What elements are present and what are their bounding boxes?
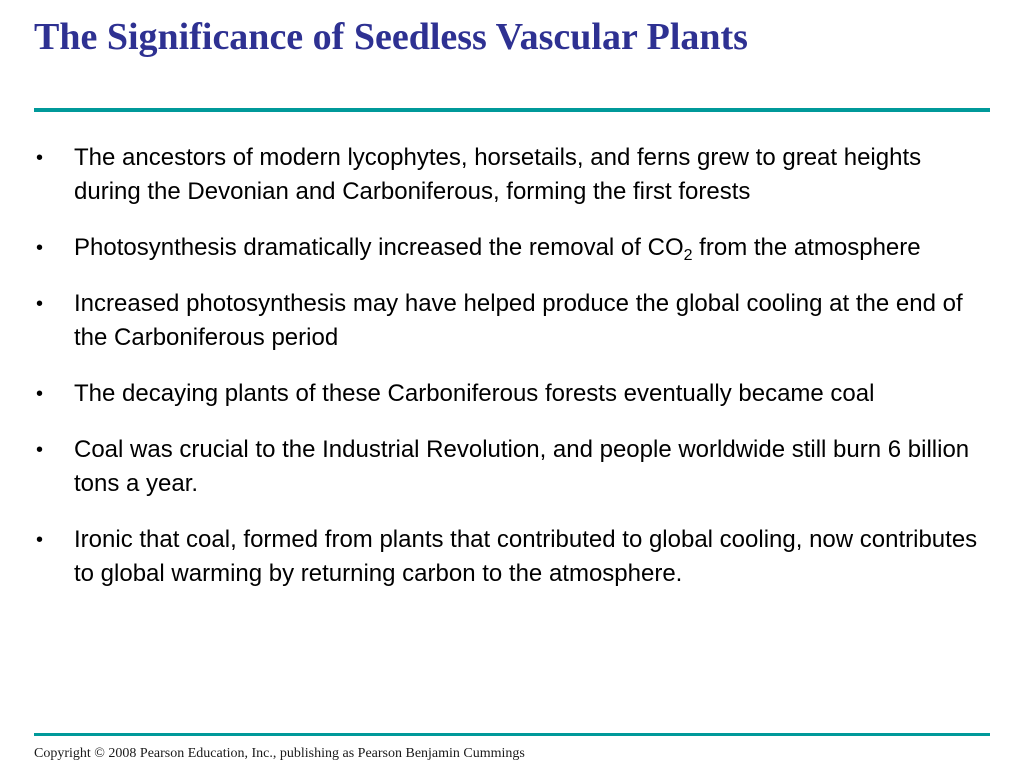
bullet-text: The decaying plants of these Carboniferous forests eventually became coal bbox=[74, 380, 875, 407]
bullet-text-continued: from the atmosphere bbox=[692, 234, 921, 261]
bullet-text: Photosynthesis dramatically increased the removal of CO bbox=[74, 234, 684, 261]
slide-title: The Significance of Seedless Vascular Plants bbox=[34, 16, 748, 58]
bullet-dot: • bbox=[36, 383, 44, 405]
footer-divider bbox=[34, 733, 990, 736]
bullet-dot: • bbox=[36, 237, 44, 259]
bullet-item bbox=[34, 141, 984, 209]
title-divider bbox=[34, 108, 990, 112]
bullet-dot: • bbox=[36, 439, 44, 461]
bullet-list bbox=[34, 141, 984, 613]
bullet-item bbox=[34, 433, 984, 501]
bullet-item bbox=[34, 523, 984, 591]
bullet-item bbox=[34, 231, 984, 265]
bullet-item bbox=[34, 377, 984, 411]
bullet-text: Increased photosynthesis may have helped produce the global cooling at the end of the Carboniferous period bbox=[74, 290, 963, 351]
subscript-two: 2 bbox=[683, 247, 693, 264]
bullet-dot: • bbox=[36, 293, 44, 315]
bullet-dot: • bbox=[36, 147, 44, 169]
bullet-text: Ironic that coal, formed from plants that contributed to global cooling, now contributes to global warming by returning carbon to the atmosphere. bbox=[74, 526, 978, 587]
bullet-text: The ancestors of modern lycophytes, horsetails, and ferns grew to great heights during the Devonian and Carboniferous, forming the first forests bbox=[74, 144, 922, 205]
bullet-item bbox=[34, 287, 984, 355]
bullet-dot: • bbox=[36, 529, 44, 551]
copyright-footer: Copyright © 2008 Pearson Education, Inc., publishing as Pearson Benjamin Cummings bbox=[34, 746, 525, 761]
bullet-text: Coal was crucial to the Industrial Revolution, and people worldwide still burn 6 billion tons a year. bbox=[74, 436, 970, 497]
